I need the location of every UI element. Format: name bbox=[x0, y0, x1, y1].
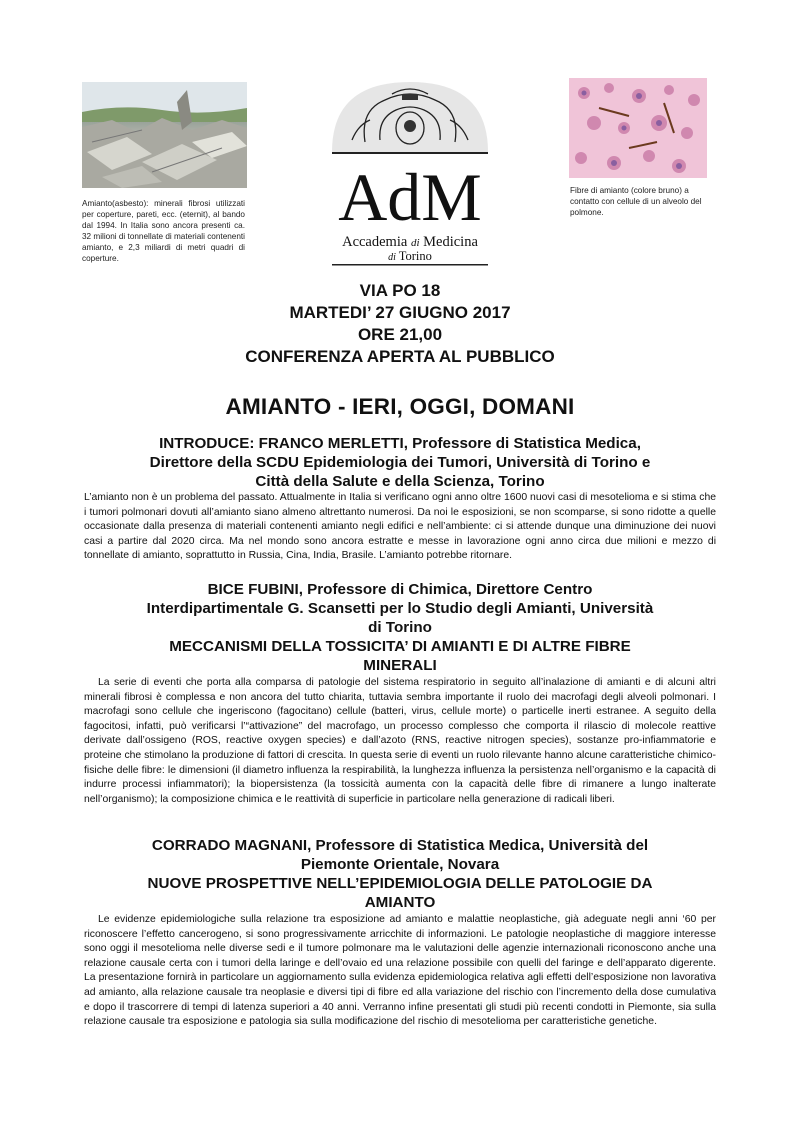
lung-tissue-micrograph bbox=[569, 78, 707, 178]
asbestos-roofing-photo bbox=[82, 82, 247, 188]
event-address: VIA PO 18 bbox=[359, 281, 441, 300]
event-type: CONFERENZA APERTA AL PUBBLICO bbox=[245, 347, 555, 366]
logo-name-line1: Accademia di Medicina bbox=[342, 234, 478, 250]
section-2-text: La serie di eventi che porta alla comparsa di patologie del sistema respiratorio in seguito all’inalazione di amianti e di alcuni altri minerali fibrosi è complessa e non ancora del tutto chiarita, tuttavia sembra importante il ruolo dei macrofagi degli alveoli polmonari. I macrofagi sono cellule che ingeriscono (fagocitano) cellule (batteri, virus, cellule morte) o particelle inerti estranee. A seguito della fagocitosi, infatti, può verificarsi l’“attivazione” del macrofago, un processo complesso che comporta il rilascio di molecole reattive derivate dall’ossigeno (ROS, reactive oxygen species) e dall’azoto (RNS, reactive nitrogen species), sostanze pro-infiammatorie e proteine che stimolano la produzione di fattori di crescita. In questa serie di eventi un ruolo rilevante hanno alcune caratteristiche chimico-fisiche delle fibre: le dimensioni (il diametro influenza la respirabilità, la lunghezza influenza la persistenza nell’organismo e la capacità di indurre processi infiammatori); la biopersistenza (la tossicità aumenta con la capacità delle fibre di rimanere a lungo inalterate nell’organismo); la composizione chimica e le reattività di superficie in particolare nella generazione di radicali liberi. bbox=[84, 677, 716, 805]
event-time: ORE 21,00 bbox=[357, 325, 443, 344]
conference-title: AMIANTO - IERI, OGGI, DOMANI bbox=[225, 394, 575, 419]
section-3-speaker: CORRADO MAGNANI, Professore di Statistica Medica, Università del Piemonte Orientale, Novara NUOVE PROSPETTIVE NELL’EPIDEMIOLOGIA DELLE PATOLOGIE DA AMIANTO bbox=[147, 837, 653, 911]
section-3-text: Le evidenze epidemiologiche sulla relazione tra esposizione ad amianto e malattie neoplastiche, già adeguate negli anni ‘60 per riconoscere l’effetto cancerogeno, si sono progressivamente arricchite di informazioni. Le patologie neoplastiche di maggiore interesse sono oggi il mesotelioma nelle diverse sedi e il tumore polmonare ma le valutazioni delle agenzie internazionali riconoscono anche una relazione causale certa con i tumori della laringe e dell’ovaio ed una relazione possibile con quelli del faringe e dell’apparato digerente. La presentazione fornirà in particolare un aggiornamento sulla evidenza epidemiologica relativa agli effetti dell’esposizione non lavorativa ad amianto, alla relazione causale tra neoplasie e diversi tipi di fibre ed alla variazione del rischio con l’incremento della dose cumulativa e dopo il trascorrere di tempi di latenza superiori a 40 anni. Verranno infine presentati gli studi più recenti condotti in Piemonte, sia sulla relazione causale tra esposizione e patologia sia sulla modificazione del rischio di mesotelioma per caratteristiche genetiche. bbox=[84, 914, 716, 1028]
micrograph-caption: Fibre di amianto (colore bruno) a contatto con cellule di un alveolo del polmone. bbox=[570, 186, 702, 217]
asbestos-photo-caption: Amianto(asbesto): minerali fibrosi utilizzati per coperture, pareti, ecc. (eternit), al bando dal 1994. In Italia sono ancora presenti ca. 32 milioni di tonnellate di materiali contenenti amianto, e 2,3 miliardi di metri quadri di coperture. bbox=[82, 199, 245, 263]
logo-monogram: AdM bbox=[338, 159, 482, 235]
event-date: MARTEDI’ 27 GIUGNO 2017 bbox=[289, 303, 511, 322]
section-1-speaker: INTRODUCE: FRANCO MERLETTI, Professore di Statistica Medica, Direttore della SCDU Epidemiologia dei Tumori, Università di Torino e Città della Salute e della Scienza, Torino bbox=[149, 435, 651, 490]
section-1-text: L’amianto non è un problema del passato. Attualmente in Italia si verificano ogni anno oltre 1600 nuovi casi di mesotelioma e si stima che i tumori polmonari dovuti all’amianto siano almeno altrettanto numerosi. Da noi le esposizioni, se non scomparse, si sono ridotte a quelle occasionate dalla presenza di materiali contenenti amianto negli edifici e nell’ambiente: ci si attende dunque una diminuzione dei nuovi casi a partire dal 2020 circa. Ma nel mondo sono ancora estratte e messe in lavorazione ogni anno circa due milioni e mezzo di tonnellate di amianto, soprattutto in Russia, Cina, India, Brasile. L’amianto potrebbe ritornare. bbox=[84, 492, 716, 562]
section-2-speaker: BICE FUBINI, Professore di Chimica, Direttore Centro Interdipartimentale G. Scansetti per lo Studio degli Amianti, Università di Torino MECCANISMI DELLA TOSSICITA’ DI AMIANTI E DI ALTRE FIBRE MINERALI bbox=[146, 581, 654, 674]
logo-name-line2: di Torino bbox=[388, 249, 432, 263]
